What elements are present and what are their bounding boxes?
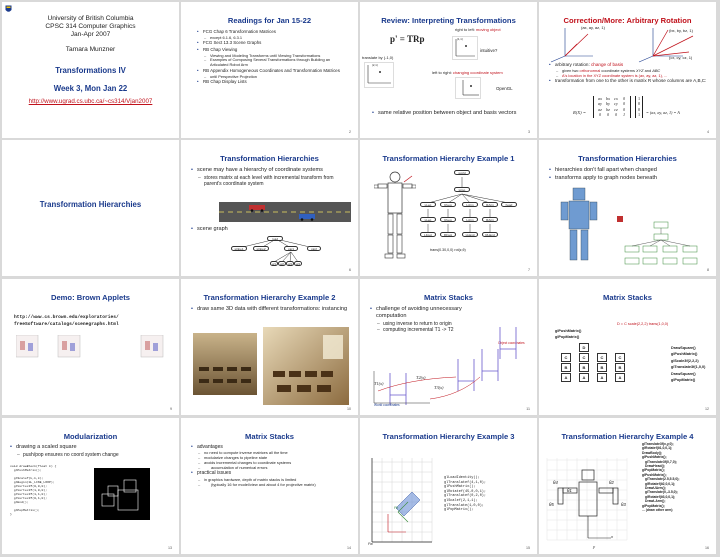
code-line: glScale3f(2,2,2) <box>671 358 699 363</box>
page-number: 15 <box>526 546 530 550</box>
graph-node-rleg[interactable]: RLeg <box>440 202 456 207</box>
matrix-cell: 1 <box>622 112 626 118</box>
bullet: • advantages <box>191 444 351 450</box>
graph-node-w2[interactable]: w2 <box>278 261 286 266</box>
slide-3[interactable] <box>360 2 537 138</box>
matrix-cell: 0 <box>614 112 618 118</box>
code-line: DrawBody(); <box>642 450 663 455</box>
t2-label: T2(x) <box>416 375 426 380</box>
scaled-squares-output <box>94 468 150 520</box>
sub-bullet: – given two orthonormal coordinate systems XYZ and ABC <box>549 69 711 74</box>
theta4-label: θ4 <box>553 480 558 485</box>
bullet: • transforms apply to graph nodes beneath <box>549 175 714 182</box>
slide-title: Transformation Hierarchy Example 1 <box>382 154 515 163</box>
theta1-label: θ1 <box>567 488 572 493</box>
chairs-transform-diagram <box>370 325 530 407</box>
graph-node-lleg[interactable]: LLeg <box>420 202 436 207</box>
transform-formula: p' = TRp <box>390 34 425 44</box>
matrix-cell: cz <box>614 106 618 112</box>
page-number: 13 <box>168 546 172 550</box>
matrix-cell: cy <box>614 101 618 107</box>
gl-code-list <box>642 442 680 513</box>
robot-arm-diagram <box>541 448 637 548</box>
slide-7[interactable] <box>360 140 537 276</box>
slide-1[interactable] <box>2 2 179 138</box>
slide-9[interactable] <box>2 279 179 415</box>
slide-title: Transformation Hierarchy Example 4 <box>561 432 694 441</box>
left-to-right-label: left to right: changing coordinate system <box>432 70 503 75</box>
term-date: Jan-Apr 2007 <box>70 31 111 38</box>
sub-sub-bullet: – (typically 16 for model/view and about 4 for projective matrix) <box>191 483 351 488</box>
graph-node-car1[interactable]: car1 <box>284 246 298 251</box>
graph-node-w1[interactable]: w1 <box>270 261 278 266</box>
c-vector-label: (cx, cy, cz, 1) <box>669 55 693 60</box>
code-line: glRotatef(θ1,0,0,1); <box>642 446 673 451</box>
code-line: glPushMatrix() <box>671 352 698 357</box>
theta5-label: θ5 <box>549 502 554 507</box>
sub-bullet: – Viewing and Modeling Transforms until Viewing Transformations <box>197 54 347 59</box>
vector-column <box>635 96 643 118</box>
slide-12[interactable] <box>539 279 716 415</box>
stack-cell: C <box>561 353 571 362</box>
slide-15[interactable] <box>360 418 537 554</box>
graph-node-larm[interactable]: LArm <box>462 202 478 207</box>
page-number: 7 <box>528 268 530 272</box>
slide-title: Matrix Stacks <box>424 293 473 302</box>
code-line: DrawSquare() <box>671 371 696 376</box>
vector-rows <box>638 96 640 118</box>
matrix-cell: 0 <box>622 106 626 112</box>
bullet: • scene may have a hierarchy of coordinate systems <box>191 167 351 174</box>
vector-cell: 0 <box>638 101 641 107</box>
bullet: • scene graph <box>191 226 251 233</box>
vector-cell: 0 <box>638 106 641 112</box>
sub-sub-bullet: – accumulation of numerical errors <box>191 466 351 471</box>
fw-label: Fw <box>368 542 373 546</box>
bullet: • draw same 3D data with different transformations: instancing <box>191 306 351 313</box>
page-number: 3 <box>528 130 530 134</box>
bullet-list <box>549 167 714 183</box>
theta2-label: θ2 <box>609 480 614 485</box>
stack-cell: B <box>597 363 607 372</box>
slide-11[interactable] <box>360 279 537 415</box>
code-line: ... (draw other arm) <box>642 508 673 513</box>
applet-url-link-cont[interactable]: freeSoftware/catalogs/scenegraphs.html <box>14 322 119 327</box>
bullet: • challenge of avoiding unnecessary computation <box>370 306 485 320</box>
stack-cell: C <box>615 353 625 362</box>
code-line: glPushMatrix(); <box>642 472 667 477</box>
gl-code-block: glLoadIdentity(); glTranslatef(4,1,0); glPushMatrix(); glRotatef(45,0,0,1); glTranslatef(0,2,0); glScalef(2,1,1); glTranslate(1,0,0); glPopMatrix(); <box>444 476 487 513</box>
graph-node-rarm2[interactable]: RArm <box>482 217 498 222</box>
slide-6[interactable] <box>181 140 358 276</box>
slide-title: Readings for Jan 15-22 <box>227 16 312 25</box>
sub-bullet: – no need to compute inverse matrices all the time <box>191 451 351 456</box>
code-line: glTranslate3f(x,y,0); <box>642 442 674 446</box>
sub-bullet: – Examples of Composing Several Transformations through Building an Articulated Robot Arm <box>197 58 347 68</box>
course-name: CPSC 314 Computer Graphics <box>45 23 136 30</box>
bullet: • arbitrary rotation: change of basis <box>549 62 711 68</box>
slide-title: Transformation Hierarchies <box>578 154 677 163</box>
bullet: • practical issues <box>191 470 351 476</box>
stack-cell: B <box>579 363 589 372</box>
code-line: DrawLArm(); <box>645 499 666 504</box>
draw-block-code: void drawBlock(float k) { glPushMatrix(); glScalef(k,k,k); glBegin(GL_LINE_LOOP); glVertex3f(0,0,0); glVertex3f(1,0,0); glVertex3f(1,1,0); glVertex3f(0,1,0); glEnd(); glPopMatrix(); } <box>10 464 57 516</box>
code-line: glTranslate3f(0,7,0); <box>645 459 677 464</box>
x-axis-label: x <box>611 534 613 539</box>
graph-node-stripe1[interactable]: stripe1 <box>231 246 247 251</box>
code-line: glPopMatrix(); <box>642 468 665 473</box>
stack-cell: C <box>579 353 589 362</box>
graph-node-larm2[interactable]: LArm <box>462 217 478 222</box>
sub-bullet: – computing incremental T1 -> T2 <box>370 327 485 333</box>
stack-cell: A <box>615 373 625 382</box>
slide-16[interactable] <box>539 418 716 554</box>
graph-node-lfoot[interactable]: LFoot <box>420 232 436 237</box>
articulated-figure-image <box>559 186 709 270</box>
matrix-cell: bz <box>606 106 610 112</box>
code-line: glPushMatrix(); <box>642 455 667 460</box>
graph-node-car2[interactable]: car2 <box>307 246 321 251</box>
slide-13[interactable] <box>2 418 179 554</box>
right-to-left-label: right to left: moving object <box>455 27 501 32</box>
bullet: • FCG Chap 6 Transformation Matrices <box>197 29 347 35</box>
road-scene-image <box>219 202 351 222</box>
bullet: • RB Chap Display Lists <box>197 79 347 85</box>
slide-5[interactable] <box>2 140 179 276</box>
matrix-cell: cx <box>614 96 618 101</box>
course-url-link[interactable]: http://www.ugrad.cs.ubc.ca/~cs314/Vjan2007 <box>28 98 153 105</box>
matrix-cell: by <box>606 101 610 107</box>
theta3-label: θ3 <box>621 502 626 507</box>
transform-caption: trans(0.30,0,0) rot(z,θ) <box>430 248 466 252</box>
sub-bullet: – except 6.1.6, 6.3.1 <box>197 36 347 41</box>
bullet: • hierarchies don't fall apart when changed <box>549 167 714 174</box>
slide-title: Correction/More: Arbitrary Rotation <box>563 16 692 25</box>
bullet-list <box>197 29 347 86</box>
graph-node-world[interactable]: world <box>454 170 470 175</box>
stack-cell: A <box>597 373 607 382</box>
object-coords-label: Object coordinates <box>498 341 525 345</box>
slide-8[interactable] <box>539 140 716 276</box>
author-name: Tamara Munzner <box>65 46 116 53</box>
page-number: 16 <box>705 546 709 550</box>
bullet-list <box>191 444 351 487</box>
coordinate-diagram-icon <box>364 62 394 88</box>
lecture-topic: Transformations IV <box>55 66 126 75</box>
sub-bullet: – modularize changes to pipeline state <box>191 456 351 461</box>
section-title: Transformation Hierarchies <box>39 200 142 209</box>
sub-bullet: – A's location in the XYZ coordinate system is (ax, ay, az, 1), ... <box>549 74 711 79</box>
ubc-logo-icon <box>5 5 12 14</box>
code-line: glTranslate(0,-3.5,0); <box>645 490 678 495</box>
push-label: glPushMatrix() <box>555 329 582 333</box>
page-number: 2 <box>349 130 351 134</box>
stack-cell: A <box>561 373 571 382</box>
graph-node-lleg2[interactable]: LLeg <box>420 217 436 222</box>
bullet-list <box>549 62 711 85</box>
t3-label: T3(x) <box>434 385 444 390</box>
sub-bullet: – until Perspective Projection <box>197 75 347 80</box>
code-line: DrawUArm(); <box>645 486 666 491</box>
stack-cell: A <box>579 373 589 382</box>
rotation-matrix <box>593 96 631 118</box>
bullet: • RB Appendix Homogeneous Coordinates and Transformation Matrices <box>197 68 347 74</box>
code-line: DrawHead(); <box>645 464 665 469</box>
t1-label: T1(x) <box>374 381 384 386</box>
world-coords-label: World coordinates <box>374 403 400 407</box>
vector-cell: 1 <box>638 96 641 101</box>
graph-node-rarm[interactable]: RArm <box>482 202 498 207</box>
bullet-list <box>10 444 175 458</box>
matrix-rows <box>596 96 628 118</box>
slide-10[interactable] <box>181 279 358 415</box>
instanced-room-render-image <box>193 327 349 405</box>
matrix-cell: bx <box>606 96 610 101</box>
sub-bullet: – push/pop ensures no coord system change <box>10 452 175 458</box>
slide-title: Modularization <box>63 432 118 441</box>
bullet: • same relative position between object and basis vectors <box>372 110 522 117</box>
page-number: 6 <box>349 268 351 272</box>
matrix-cell: 0 <box>622 96 626 101</box>
applet-thumbnails-image <box>16 335 166 359</box>
slide-14[interactable] <box>181 418 358 554</box>
page-number: 11 <box>526 407 530 411</box>
translate-label: translate by (-1,0) <box>362 55 394 60</box>
bullet: • drawing a scaled square <box>10 444 175 451</box>
lecture-date: Week 3, Mon Jan 22 <box>53 84 128 93</box>
page-number: 8 <box>707 268 709 272</box>
stack-cell: B <box>561 363 571 372</box>
slide-title: Transformation Hierarchy Example 2 <box>203 293 336 302</box>
slide-title: Transformation Hierarchies <box>220 154 319 163</box>
y-axis-label: y <box>593 544 595 549</box>
matrix-cell: ax <box>598 96 602 101</box>
point-label: (1,1) <box>457 37 463 41</box>
matrix-row <box>596 112 628 117</box>
slide-title: Matrix Stacks <box>245 432 294 441</box>
result-label: = (ax, ay, az, 1) = A <box>646 110 680 115</box>
sub-bullet: – in graphics hardware, depth of matrix stacks is limited <box>191 478 351 483</box>
code-line: DrawSquare() <box>671 346 696 350</box>
b-vector-label: (bx, by, bz, 1) <box>669 28 693 33</box>
coordinate-diagram-icon <box>455 77 481 99</box>
slide-title: Matrix Stacks <box>603 293 652 302</box>
stack-cell: C <box>597 353 607 362</box>
graph-node-w4[interactable]: w4 <box>294 261 302 266</box>
matrix-cell: 0 <box>606 112 610 118</box>
graph-node-head[interactable]: head <box>501 202 517 207</box>
matrix-formula: D = C scale(2,2,2) trans(1,0,0) <box>617 322 669 326</box>
code-line: glPopMatrix() <box>671 378 696 383</box>
matrix-cell: 0 <box>622 101 626 107</box>
graph-node-lhand[interactable]: LHand <box>462 232 478 237</box>
code-line: glRotatef(θ3,0,0,1); <box>645 494 676 499</box>
page-number: 9 <box>170 407 172 411</box>
slide-title: Transformation Hierarchy Example 3 <box>382 432 515 441</box>
stack-cell: B <box>615 363 625 372</box>
grid-transform-diagram <box>368 448 436 548</box>
code-line: glTranslate(2.5,5.5,0); <box>645 477 680 482</box>
point-label: (2,1) <box>372 63 378 67</box>
page-number: 12 <box>705 407 709 411</box>
bullet-list <box>372 110 522 118</box>
matrix-cell: 0 <box>598 112 602 118</box>
page-number: 4 <box>707 130 709 134</box>
graph-node-rhand[interactable]: RHand <box>482 232 498 237</box>
university-name: University of British Columbia <box>47 15 134 22</box>
page-number: 10 <box>347 407 351 411</box>
intuitive-label: intuitive? <box>480 48 498 53</box>
applet-url-link[interactable]: http://www.cs.brown.edu/exploratories/ <box>14 315 119 320</box>
sub-bullet: – avoids incremental changes to coordinate systems <box>191 461 351 466</box>
slide-2[interactable] <box>181 2 358 138</box>
rx-label: R(X) = <box>573 110 586 115</box>
stack-cell: D <box>579 343 589 352</box>
bullet-list <box>191 306 351 314</box>
a-vector-label: (ax, ay, az, 1) <box>581 25 605 30</box>
sub-bullet: – using inverse to return to origin <box>370 321 485 327</box>
matrix-cell: az <box>598 106 602 112</box>
slide-4[interactable] <box>539 2 716 138</box>
opengl-label: OpenGL <box>496 86 513 91</box>
slide-title: Review: Interpreting Transformations <box>381 16 516 25</box>
bullet-list <box>191 226 251 234</box>
pop-label: glPopMatrix() <box>555 335 580 339</box>
graph-node-torso[interactable]: torso <box>454 187 470 192</box>
graph-node-rleg2[interactable]: RLeg <box>440 217 456 222</box>
vector-cell: 1 <box>638 112 641 118</box>
bullet-list <box>191 167 351 187</box>
sub-bullet: – stores matrix at each level with incremental transform from parent's coordinate system <box>191 175 351 187</box>
graph-node-w3[interactable]: w3 <box>286 261 294 266</box>
page-number: 14 <box>347 546 351 550</box>
bullet: • FCG Sect 13.3 Scene Graphs <box>197 40 347 46</box>
robot-figure-image <box>374 170 416 262</box>
code-line: glRotatef(θ2,0,0,1); <box>645 481 676 486</box>
bullet: • transformation from one to the other is matrix R whose columns are A,B,C: <box>549 78 711 84</box>
gl-code-list <box>671 345 705 383</box>
graph-node-road[interactable]: road <box>267 236 283 241</box>
fh-label: Fh <box>394 506 399 510</box>
graph-node-stripe2[interactable]: stripe2 <box>253 246 269 251</box>
code-line: glPopMatrix(); <box>642 503 665 508</box>
bullet: • RB Chap Viewing <box>197 47 347 53</box>
coordinate-diagram-icon <box>452 36 478 60</box>
code-line: glTranslate3f(1,0,0) <box>671 365 706 370</box>
slide-title: Demo: Brown Applets <box>50 293 131 302</box>
matrix-cell: ay <box>598 101 602 107</box>
graph-node-rfoot[interactable]: RFoot <box>440 232 456 237</box>
